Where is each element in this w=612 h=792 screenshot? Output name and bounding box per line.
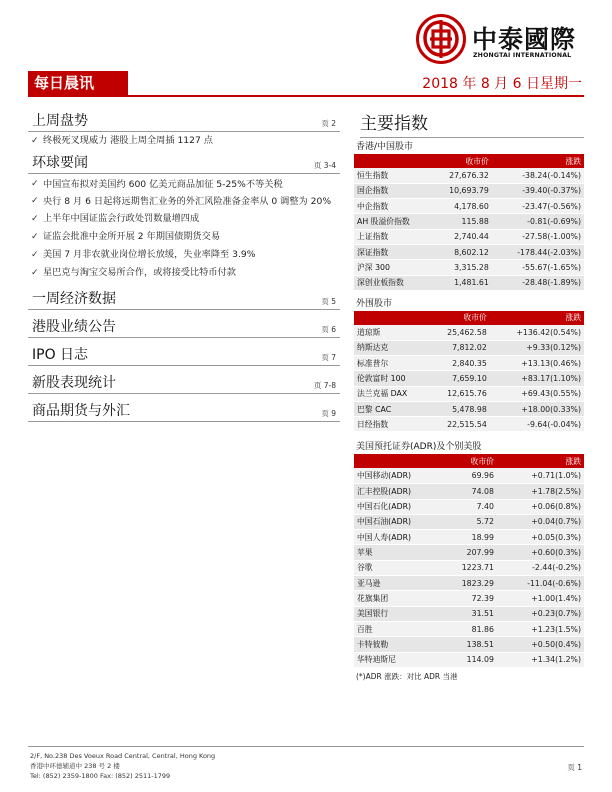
row-name: AH 股溢价指数 xyxy=(354,214,431,229)
table-row xyxy=(354,499,584,514)
row-name: 巴黎 CAC xyxy=(354,401,429,416)
row-change: +18.00(0.33%) xyxy=(490,401,584,416)
row-change: +69.43(0.55%) xyxy=(490,386,584,401)
table-row xyxy=(354,229,584,244)
logo-name-cn: 中泰國際 xyxy=(472,25,577,54)
row-close: 12,615.76 xyxy=(429,386,490,401)
row-change: -23.47(-0.56%) xyxy=(492,199,584,214)
row-close: 7,812.02 xyxy=(429,340,490,355)
row-change: -178.44(-2.03%) xyxy=(492,244,584,259)
table-row xyxy=(354,545,584,560)
indices-column xyxy=(354,110,584,682)
toc-bullet xyxy=(28,210,340,228)
toc-section-global-news[interactable] xyxy=(28,154,340,174)
row-change: +1.34(1.2%) xyxy=(497,652,584,667)
row-name: 纳斯达克 xyxy=(354,340,429,355)
table-row xyxy=(354,484,584,499)
row-change: -28.48(-1.89%) xyxy=(492,275,584,290)
row-close: 7,659.10 xyxy=(429,371,490,386)
table-row xyxy=(354,183,584,198)
row-change: +0.06(0.8%) xyxy=(497,499,584,514)
check-icon: ✓ xyxy=(31,214,39,224)
row-change: +0.04(0.7%) xyxy=(497,514,584,529)
toc-bullet xyxy=(28,246,340,264)
table-header-row xyxy=(354,311,584,325)
zhongtai-logo-icon xyxy=(416,14,466,64)
report-title: 每日晨讯 xyxy=(28,71,128,95)
row-close: 1823.29 xyxy=(441,576,497,591)
toc-bullet xyxy=(28,264,340,282)
row-name: 国企指数 xyxy=(354,183,431,198)
check-icon: ✓ xyxy=(31,232,39,242)
row-change: +13.13(0.46%) xyxy=(490,355,584,370)
row-change: +136.42(0.54%) xyxy=(490,325,584,340)
row-change: +1.00(1.4%) xyxy=(497,591,584,606)
row-close: 7.40 xyxy=(441,499,497,514)
table-row xyxy=(354,275,584,290)
toc-section-title: IPO 日志 xyxy=(32,347,89,363)
footer-address-en: 2/F, No.238 Des Voeux Road Central, Central, Hong Kong xyxy=(30,752,216,760)
table-row xyxy=(354,591,584,606)
row-name: 道琼斯 xyxy=(354,325,429,340)
row-name: 标准普尔 xyxy=(354,355,429,370)
row-change: -11.04(-0.6%) xyxy=(497,576,584,591)
row-name: 中国人寿(ADR) xyxy=(354,530,441,545)
footer-address-cn: 香港中环德辅道中 238 号 2 楼 xyxy=(30,762,120,770)
table-row xyxy=(354,468,584,483)
table-row xyxy=(354,340,584,355)
row-close: 1223.71 xyxy=(441,560,497,575)
table-row xyxy=(354,530,584,545)
col-close-header: 收市价 xyxy=(429,311,490,325)
toc-page-ref: 页 7-8 xyxy=(313,381,336,390)
col-change-header: 涨跌 xyxy=(492,154,584,168)
row-name: 美国银行 xyxy=(354,606,441,621)
row-name: 恒生指数 xyxy=(354,168,431,183)
report-header xyxy=(28,71,584,97)
toc-bullet xyxy=(28,228,340,246)
footer-divider xyxy=(28,746,584,747)
toc-bullet-text: 中国宣布拟对美国约 600 亿美元商品加征 5-25%不等关税 xyxy=(43,179,283,190)
row-close: 18.99 xyxy=(441,530,497,545)
row-change: +0.23(0.7%) xyxy=(497,606,584,621)
toc-bullet-text: 证监会批准中金所开展 2 年期国债期货交易 xyxy=(43,231,221,242)
row-close: 72.39 xyxy=(441,591,497,606)
table-row xyxy=(354,371,584,386)
row-change: +83.17(1.10%) xyxy=(490,371,584,386)
row-close: 74.08 xyxy=(441,484,497,499)
row-name: 百胜 xyxy=(354,621,441,636)
check-icon: ✓ xyxy=(31,136,39,146)
row-change: -55.67(-1.65%) xyxy=(492,260,584,275)
logo-name-en: ZHONGTAI INTERNATIONAL xyxy=(473,52,572,59)
toc-page-ref: 页 2 xyxy=(321,119,336,128)
row-name: 华特迪斯尼 xyxy=(354,652,441,667)
row-change: +0.05(0.3%) xyxy=(497,530,584,545)
adr-table xyxy=(354,454,584,667)
col-name-header xyxy=(354,454,441,468)
footer-address xyxy=(30,751,215,781)
row-close: 114.09 xyxy=(441,652,497,667)
row-change: -38.24(-0.14%) xyxy=(492,168,584,183)
hk-cn-index-table xyxy=(354,154,584,291)
row-change: +1.78(2.5%) xyxy=(497,484,584,499)
table-row xyxy=(354,514,584,529)
table-row xyxy=(354,576,584,591)
row-name: 苹果 xyxy=(354,545,441,560)
col-change-header: 涨跌 xyxy=(497,454,584,468)
table-row xyxy=(354,417,584,432)
col-close-header: 收市价 xyxy=(441,454,497,468)
indices-title: 主要指数 xyxy=(360,110,584,138)
row-name: 花旗集团 xyxy=(354,591,441,606)
row-change: +0.60(0.3%) xyxy=(497,545,584,560)
col-name-header xyxy=(354,154,431,168)
row-change: -39.40(-0.37%) xyxy=(492,183,584,198)
toc-page-ref: 页 9 xyxy=(321,409,336,418)
report-date: 2018 年 8 月 6 日星期一 xyxy=(422,76,582,92)
adr-footnote: (*)ADR 涨跌：对比 ADR 当港 xyxy=(356,671,458,681)
table-row xyxy=(354,401,584,416)
toc-bullet-text: 央行 8 月 6 日起将远期售汇业务的外汇风险准备金率从 0 调整为 20% xyxy=(43,196,332,207)
row-name: 卡特彼勒 xyxy=(354,637,441,652)
row-close: 3,315.28 xyxy=(431,260,491,275)
row-name: 深创业板指数 xyxy=(354,275,431,290)
overseas-index-table xyxy=(354,311,584,433)
row-close: 31.51 xyxy=(441,606,497,621)
toc-section-title: 环球要闻 xyxy=(32,155,88,171)
col-name-header xyxy=(354,311,429,325)
table-row xyxy=(354,355,584,370)
row-change: +9.33(0.12%) xyxy=(490,340,584,355)
toc-section-title: 上周盘势 xyxy=(32,113,88,129)
row-close: 2,840.35 xyxy=(429,355,490,370)
row-close: 115.88 xyxy=(431,214,491,229)
adr-table-caption: 美国预托证券(ADR)及个别美股 xyxy=(356,442,482,453)
check-icon: ✓ xyxy=(31,196,39,206)
row-close: 2,740.44 xyxy=(431,229,491,244)
row-name: 上证指数 xyxy=(354,229,431,244)
row-name: 中国移动(ADR) xyxy=(354,468,441,483)
table-row xyxy=(354,560,584,575)
row-change: -2.44(-0.2%) xyxy=(497,560,584,575)
row-close: 207.99 xyxy=(441,545,497,560)
toc-section-weekly[interactable] xyxy=(28,112,340,132)
company-logo xyxy=(416,14,586,66)
toc-bullet-text: 终极死叉现威力 港股上周全周插 1127 点 xyxy=(43,135,213,146)
toc-section-title: 新股表现统计 xyxy=(32,375,116,391)
toc-section-commodities-fx[interactable] xyxy=(28,402,340,422)
toc-bullet-text: 美国 7 月非农就业岗位增长放缓，失业率降至 3.9% xyxy=(43,249,256,260)
table-header-row xyxy=(354,154,584,168)
check-icon: ✓ xyxy=(31,179,39,189)
row-close: 1,481.61 xyxy=(431,275,491,290)
row-close: 5,478.98 xyxy=(429,401,490,416)
toc-section-ipo-log[interactable] xyxy=(28,346,340,366)
check-icon: ✓ xyxy=(31,250,39,260)
table-row xyxy=(354,168,584,183)
toc-bullet-text: 星巴克与淘宝交易所合作，或将接受比特币付款 xyxy=(43,267,236,278)
table-row xyxy=(354,244,584,259)
row-change: -0.81(-0.69%) xyxy=(492,214,584,229)
row-name: 深证指数 xyxy=(354,244,431,259)
table-row xyxy=(354,214,584,229)
table-row xyxy=(354,621,584,636)
row-change: +1.23(1.5%) xyxy=(497,621,584,636)
table-row xyxy=(354,199,584,214)
col-close-header: 收市价 xyxy=(431,154,491,168)
page-number: 页 1 xyxy=(567,763,582,772)
row-change: -9.64(-0.04%) xyxy=(490,417,584,432)
row-name: 中国石化(ADR) xyxy=(354,499,441,514)
toc-bullet xyxy=(28,132,340,150)
toc-bullet xyxy=(28,176,340,193)
toc-section-new-shares[interactable] xyxy=(28,374,340,394)
row-close: 69.96 xyxy=(441,468,497,483)
row-close: 27,676.32 xyxy=(431,168,491,183)
toc-page-ref: 页 3-4 xyxy=(313,161,336,170)
row-close: 25,462.58 xyxy=(429,325,490,340)
toc-page-ref: 页 5 xyxy=(321,297,336,306)
row-name: 日经指数 xyxy=(354,417,429,432)
row-name: 沪深 300 xyxy=(354,260,431,275)
toc-section-title: 商品期货与外汇 xyxy=(32,403,130,419)
row-close: 4,178.60 xyxy=(431,199,491,214)
row-close: 138.51 xyxy=(441,637,497,652)
toc-section-title: 港股业绩公告 xyxy=(32,319,116,335)
row-name: 中企指数 xyxy=(354,199,431,214)
toc-section-economic-data[interactable] xyxy=(28,290,340,310)
toc-page-ref: 页 6 xyxy=(321,325,336,334)
row-close: 81.86 xyxy=(441,621,497,636)
toc-section-title: 一周经济数据 xyxy=(32,291,116,307)
row-close: 8,602.12 xyxy=(431,244,491,259)
toc-bullet xyxy=(28,193,340,210)
row-name: 伦敦富时 100 xyxy=(354,371,429,386)
toc-column xyxy=(28,112,340,422)
col-change-header: 涨跌 xyxy=(490,311,584,325)
toc-section-hk-results[interactable] xyxy=(28,318,340,338)
toc-bullet-text: 上半年中国证监会行政处罚数量增四成 xyxy=(43,213,200,224)
row-close: 10,693.79 xyxy=(431,183,491,198)
overseas-table-caption: 外围股市 xyxy=(356,298,393,309)
row-change: +0.71(1.0%) xyxy=(497,468,584,483)
row-close: 22,515.54 xyxy=(429,417,490,432)
table-header-row xyxy=(354,454,584,468)
row-name: 中国石油(ADR) xyxy=(354,514,441,529)
table-row xyxy=(354,386,584,401)
footer-contact: Tel: (852) 2359-1800 Fax: (852) 2511-1799 xyxy=(30,772,171,780)
row-name: 汇丰控股(ADR) xyxy=(354,484,441,499)
row-name: 亚马逊 xyxy=(354,576,441,591)
table-row xyxy=(354,325,584,340)
row-change: +0.50(0.4%) xyxy=(497,637,584,652)
table-row xyxy=(354,637,584,652)
table-row xyxy=(354,606,584,621)
row-name: 谷歌 xyxy=(354,560,441,575)
check-icon: ✓ xyxy=(31,268,39,278)
table-row xyxy=(354,260,584,275)
row-close: 5.72 xyxy=(441,514,497,529)
row-name: 法兰克福 DAX xyxy=(354,386,429,401)
hk-cn-table-caption: 香港/中国股市 xyxy=(356,142,414,152)
row-change: -27.58(-1.00%) xyxy=(492,229,584,244)
table-row xyxy=(354,652,584,667)
toc-page-ref: 页 7 xyxy=(321,353,336,362)
